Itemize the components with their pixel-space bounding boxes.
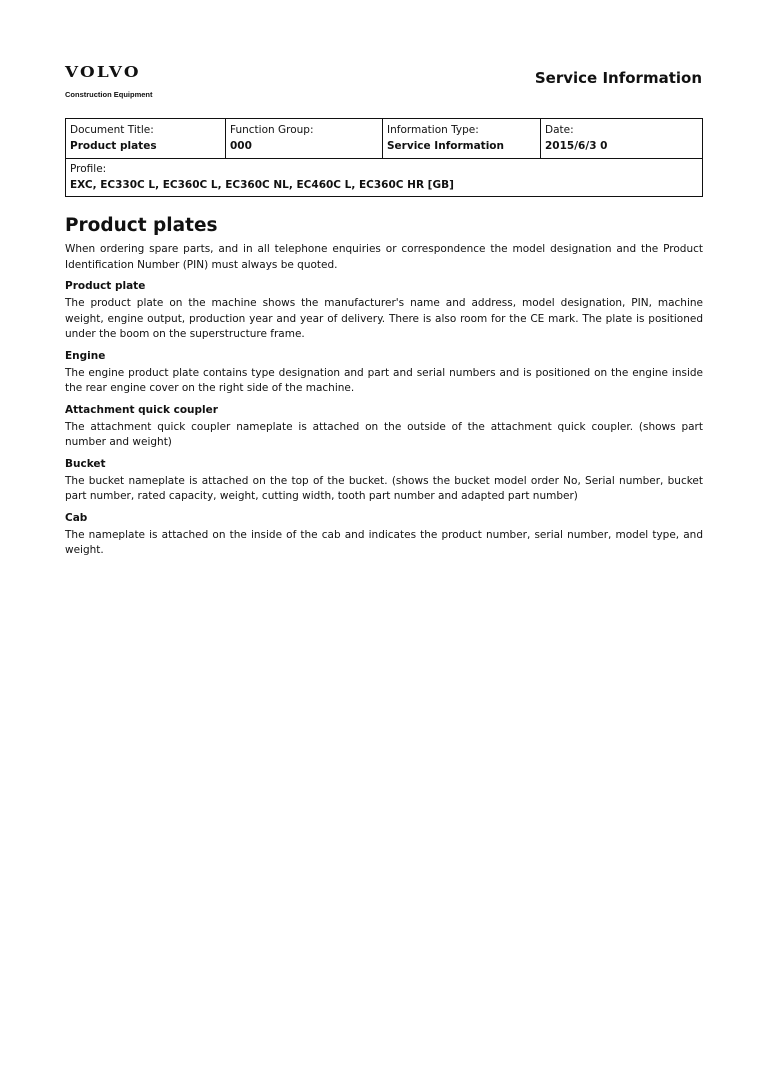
- section-paragraph: The product plate on the machine shows the manufacturer's name and address, model designation, PIN, machine weight, engine output, production year and year of delivery. There is also room for the CE mark. The plate is positioned under the boom on the superstructure frame.: [65, 297, 703, 340]
- document-type-heading: Service Information: [534, 69, 702, 87]
- brand-wordmark: VOLVO: [65, 63, 141, 81]
- section-paragraph: The bucket nameplate is attached on the top of the bucket. (shows the bucket model order No, Serial number, bucket part number, rated capacity, weight, cutting width, tooth part number and adapted part number): [65, 474, 703, 502]
- info-row-profile: [66, 159, 702, 196]
- date-value: 2015/6/3 0: [545, 140, 608, 152]
- document-title-cell: [66, 119, 226, 158]
- function-group-cell: [226, 119, 383, 158]
- section-paragraph: The nameplate is attached on the inside of the cab and indicates the product number, serial number, model type, and weight.: [65, 528, 703, 556]
- date-label: Date:: [545, 124, 574, 136]
- brand-subtitle: Construction Equipment: [65, 90, 153, 99]
- document-title-label: Document Title:: [70, 124, 154, 136]
- information-type-cell: [383, 119, 541, 158]
- section-heading: Engine: [65, 349, 106, 362]
- section-heading: Bucket: [65, 457, 106, 470]
- section-paragraph: The engine product plate contains type designation and part and serial numbers and is positioned on the engine inside the rear engine cover on the right side of the machine.: [65, 366, 703, 394]
- profile-value: EXC, EC330C L, EC360C L, EC360C NL, EC460C L, EC360C HR [GB]: [70, 179, 454, 191]
- profile-label: Profile:: [70, 163, 107, 175]
- profile-cell: [66, 159, 702, 196]
- function-group-label: Function Group:: [230, 124, 314, 136]
- info-row-meta: [66, 119, 702, 159]
- function-group-value: 000: [230, 140, 252, 152]
- date-cell: [541, 119, 702, 158]
- page-title: Product plates: [65, 215, 218, 236]
- section-paragraph: The attachment quick coupler nameplate is attached on the outside of the attachment quick coupler. (shows part number and weight): [65, 420, 703, 448]
- intro-paragraph: When ordering spare parts, and in all telephone enquiries or correspondence the model designation and the Product Identification Number (PIN) must always be quoted.: [65, 243, 703, 271]
- document-body: [65, 214, 703, 559]
- section-heading: Product plate: [65, 280, 146, 292]
- information-type-value: Service Information: [387, 140, 504, 152]
- section-heading: Attachment quick coupler: [65, 403, 218, 416]
- volvo-logo: [65, 64, 165, 99]
- section-heading: Cab: [65, 511, 88, 524]
- document-title-value: Product plates: [70, 140, 157, 152]
- information-type-label: Information Type:: [387, 124, 479, 136]
- document-info-table: [65, 118, 703, 197]
